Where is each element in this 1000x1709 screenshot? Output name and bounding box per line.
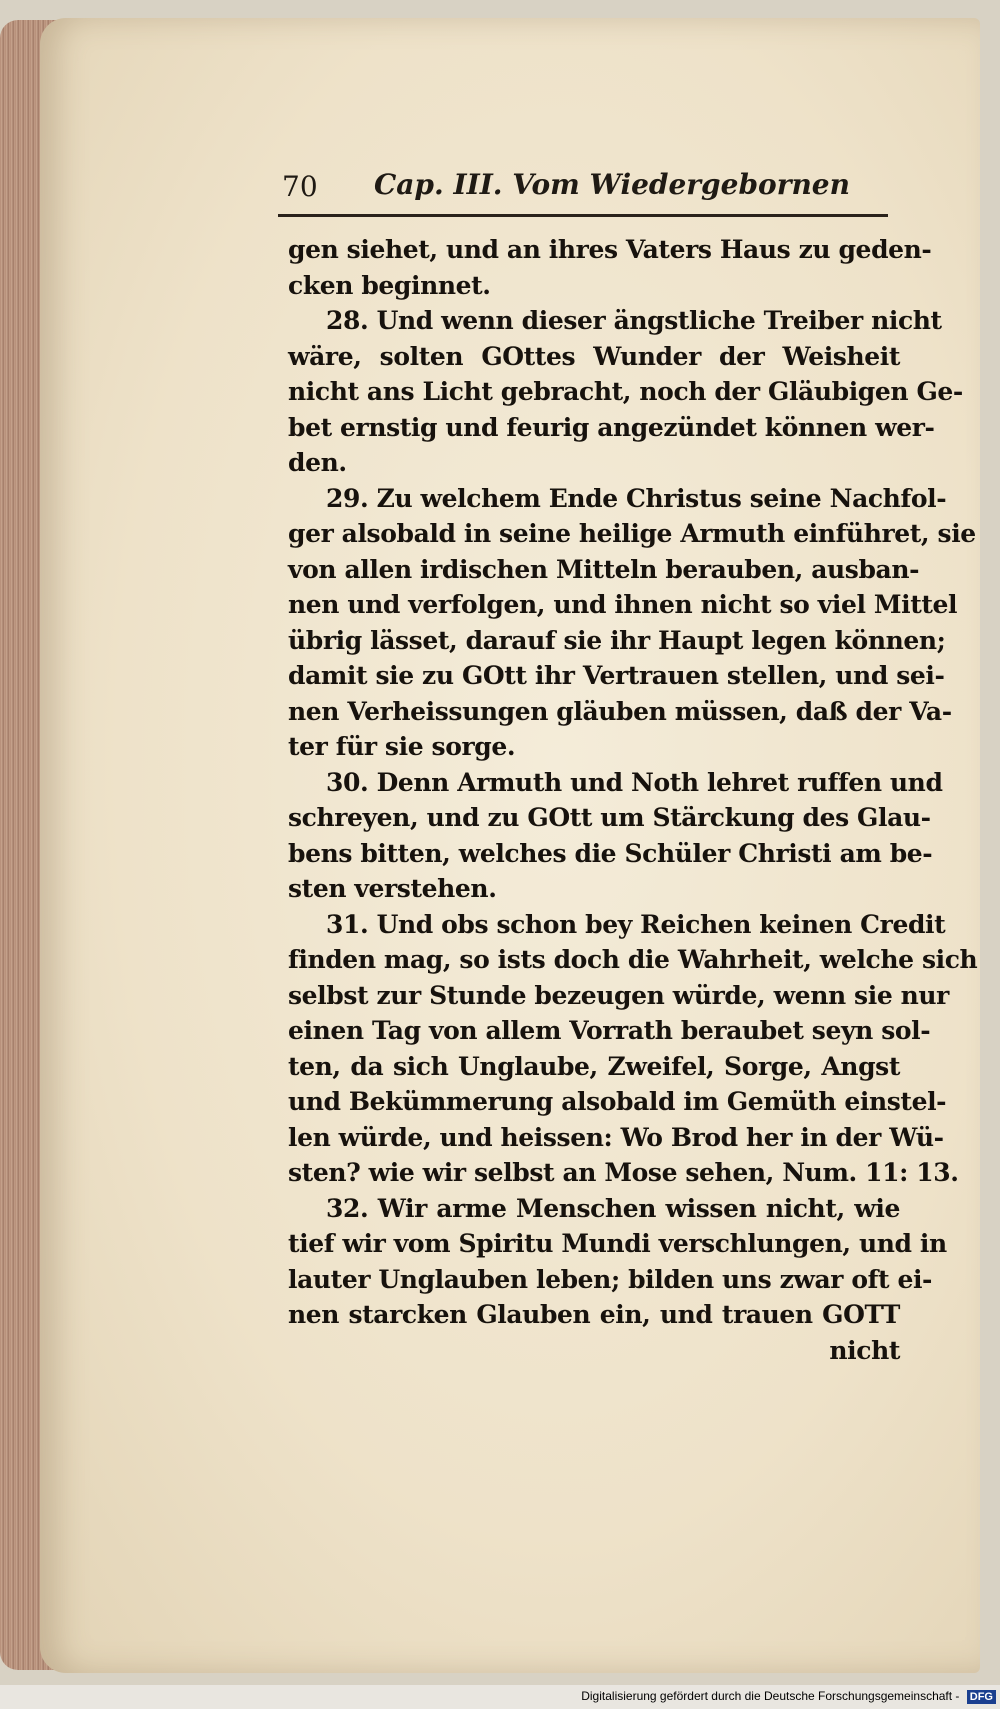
text-line: bens bitten, welches die Schüler Christi am be- (288, 838, 933, 868)
text-line: 28. Und wenn dieser ängstliche Treiber nicht (326, 306, 942, 335)
credit-text: Digitalisierung gefördert durch die Deutsche Forschungsgemeinschaft - (581, 1689, 960, 1703)
text-line: 29. Zu welchem Ende Christus seine Nachfol- (326, 483, 947, 513)
text-line: nicht ans Licht gebracht, noch der Gläubigen Ge- (288, 377, 963, 406)
text-line: nen und verfolgen, und ihnen nicht so viel Mittel (288, 590, 958, 619)
text-line: nicht (829, 1335, 900, 1365)
text-line: ger alsobald in seine heilige Armuth einführet, sie (288, 519, 976, 548)
text-line: damit sie zu GOtt ihr Vertrauen stellen, und sei- (288, 661, 945, 690)
text-line: bet ernstig und feurig angezündet können wer- (288, 412, 935, 442)
text-line: ten, da sich Unglaube, Zweifel, Sorge, Angst (288, 1051, 900, 1081)
text-line: übrig lässet, darauf sie ihr Haupt legen können; (288, 625, 946, 655)
text-line: von allen irdischen Mitteln berauben, ausban- (288, 554, 920, 584)
text-line: tief wir vom Spiritu Mundi verschlungen, und in (288, 1229, 947, 1258)
text-line: wäre, solten GOttes Wunder der Weisheit (288, 341, 900, 371)
text-line: nen starcken Glauben ein, und trauen GOTT (288, 1300, 900, 1329)
running-title: Cap. III. Vom Wiedergebornen (374, 168, 850, 201)
text-line: einen Tag von allem Vorrath beraubet seyn sol- (288, 1016, 931, 1045)
text-line: cken beginnet. (288, 270, 491, 300)
text-line: len würde, und heissen: Wo Brod her in der Wü- (288, 1122, 944, 1152)
dfg-logo: DFG (967, 1690, 996, 1704)
text-line: sten? wie wir selbst an Mose sehen, Num. 11: 13. (288, 1158, 959, 1187)
text-line: 30. Denn Armuth und Noth lehret ruffen und (326, 767, 943, 797)
text-line: finden mag, so ists doch die Wahrheit, welche sich (288, 945, 978, 974)
text-line: gen siehet, und an ihres Vaters Haus zu geden- (288, 235, 932, 264)
text-line: sten verstehen. (288, 874, 497, 903)
text-line: schreyen, und zu GOtt um Stärckung des Glau- (288, 803, 931, 832)
text-line: ter für sie sorge. (288, 732, 516, 761)
text-line: selbst zur Stunde bezeugen würde, wenn sie nur (288, 980, 949, 1010)
body-text (288, 232, 978, 1368)
text-line: 32. Wir arme Menschen wissen nicht, wie (326, 1193, 900, 1223)
page-header (282, 168, 902, 208)
text-line: lauter Unglauben leben; bilden uns zwar oft ei- (288, 1264, 933, 1294)
digitization-credit (581, 1689, 996, 1704)
page-number: 70 (282, 170, 318, 203)
header-rule (278, 214, 888, 217)
text-line: 31. Und obs schon bey Reichen keinen Credit (326, 909, 946, 939)
text-line: und Bekümmerung alsobald im Gemüth einstel- (288, 1087, 947, 1116)
text-line: den. (288, 448, 347, 477)
text-line: nen Verheissungen gläuben müssen, daß der Va- (288, 696, 952, 726)
